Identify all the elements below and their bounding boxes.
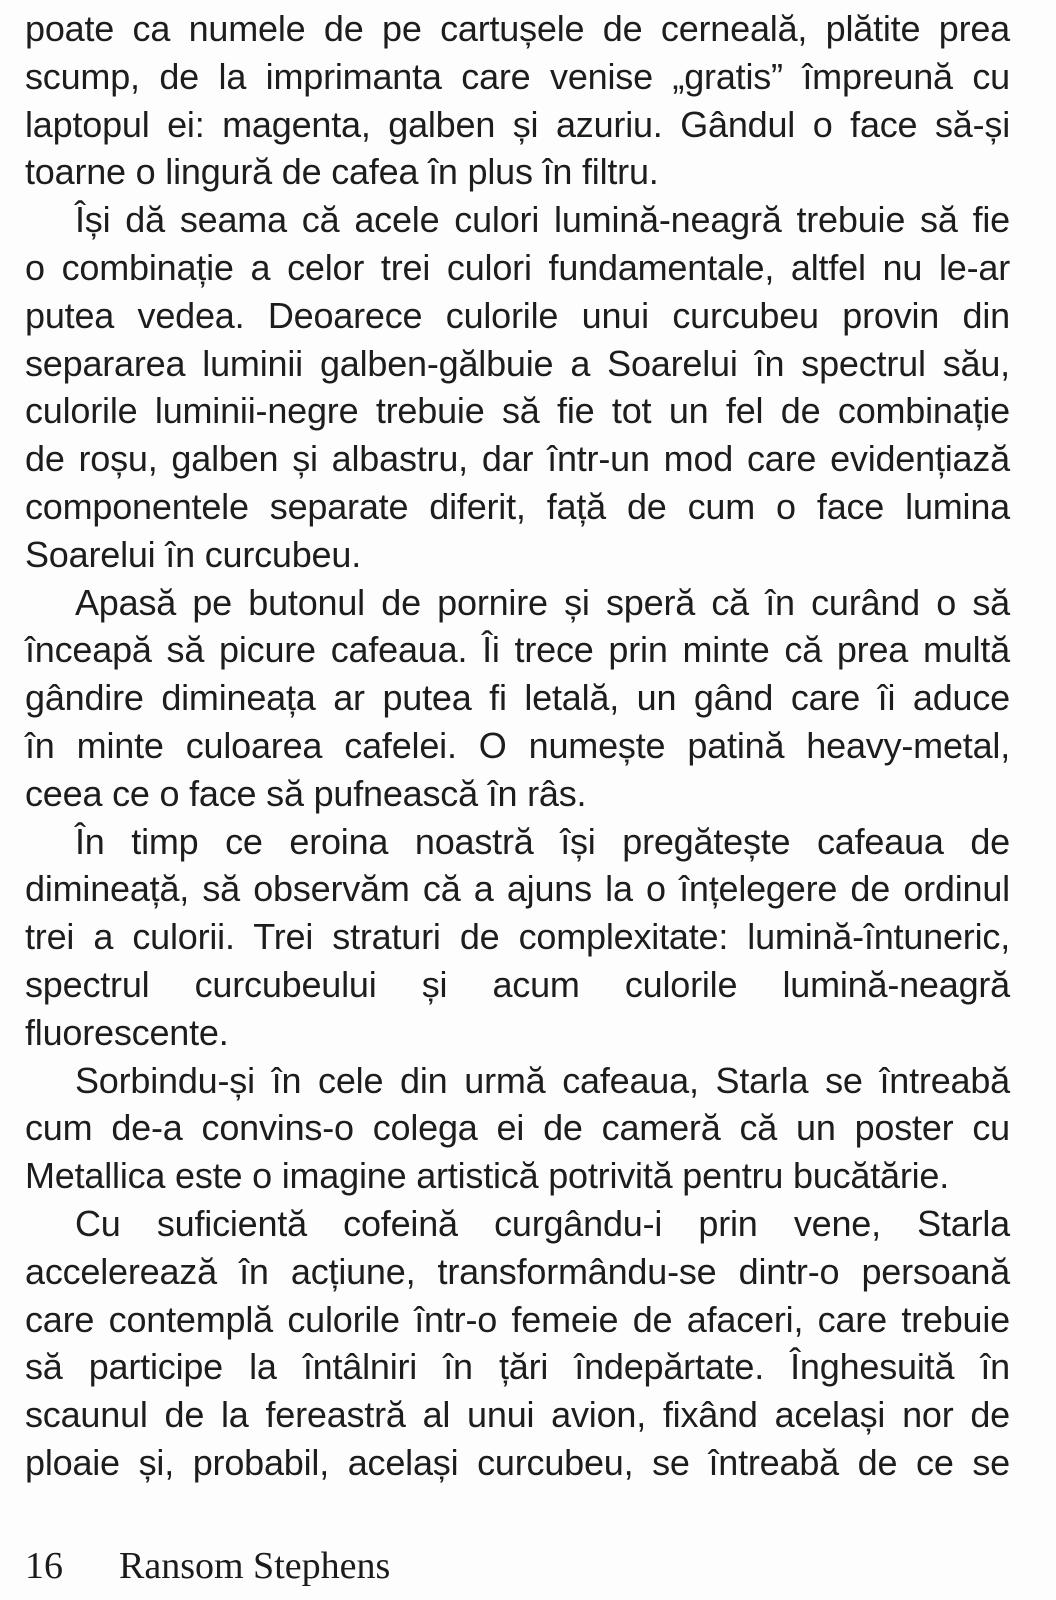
text-line: Cu suficientă cofeină curgându-i prin vene, Starla — [75, 1202, 1010, 1244]
text-line: dimineață, să observăm că a ajuns la o înțelegere de ordinul — [25, 868, 1010, 910]
text-line: putea vedea. Deoarece culorile unui curcubeu provin din — [25, 294, 1010, 336]
text-line: Apasă pe butonul de pornire și speră că în curând o să — [75, 581, 1010, 623]
text-line: culorile luminii-negre trebuie să fie tot un fel de combinație — [25, 390, 1010, 432]
page-number: 16 — [25, 1545, 63, 1587]
paragraph — [25, 1057, 1010, 1200]
text-line: ploaie și, probabil, același curcubeu, se întreabă de ce se — [25, 1441, 1010, 1483]
paragraph — [25, 5, 1010, 196]
text-line: accelerează în acțiune, transformându-se dintr-o persoană — [25, 1250, 1010, 1292]
text-line: separarea luminii galben-gălbuie a Soarelui în spectrul său, — [25, 342, 1010, 384]
paragraph — [25, 818, 1010, 1057]
text-line: înceapă să picure cafeaua. Îi trece prin minte că prea multă — [25, 629, 1010, 671]
text-line: poate ca numele de pe cartușele de cerneală, plătite prea — [25, 8, 1010, 49]
text-line: Își dă seama că acele culori lumină-neagră trebuie să fie — [75, 199, 1010, 241]
text-line: laptopul ei: magenta, galben și azuriu. Gândul o face să-și — [25, 103, 1010, 145]
text-line: ceea ce o face să pufnească în râs. — [25, 772, 587, 814]
text-line: În timp ce eroina noastră își pregătește cafeaua de — [75, 820, 1010, 862]
text-line: Sorbindu-și în cele din urmă cafeaua, Starla se întreabă — [75, 1059, 1010, 1101]
text-line: scaunul de la fereastră al unui avion, fixând același nor de — [25, 1394, 1010, 1436]
page-footer — [25, 1544, 390, 1588]
text-line: să participe la întâlniri în țări îndepărtate. Înghesuită în — [25, 1346, 1010, 1388]
text-line: o combinație a celor trei culori fundamentale, altfel nu le-ar — [25, 246, 1010, 288]
text-line: scump, de la imprimanta care venise „gratis” împreună cu — [25, 55, 1010, 97]
text-line: Metallica este o imagine artistică potrivită pentru bucătărie. — [25, 1155, 950, 1197]
running-footer-author: Ransom Stephens — [119, 1545, 391, 1587]
text-line: în minte culoarea cafelei. O numește patină heavy-metal, — [25, 724, 1010, 766]
paragraph — [25, 196, 1010, 578]
text-line: trei a culorii. Trei straturi de complexitate: lumină-întuneric, — [25, 916, 1010, 958]
text-line: cum de-a convins-o colega ei de cameră că un poster cu — [25, 1107, 1010, 1149]
paragraph — [25, 579, 1010, 818]
text-line: componentele separate diferit, față de cum o face lumina — [25, 485, 1010, 527]
text-line: Soarelui în curcubeu. — [25, 533, 362, 575]
paragraph — [25, 1200, 1010, 1487]
text-line: de roșu, galben și albastru, dar într-un mod care evidențiază — [25, 438, 1010, 480]
page-body — [25, 5, 1010, 1487]
text-line: spectrul curcubeului și acum culorile lumină-neagră — [25, 963, 1010, 1005]
text-line: toarne o lingură de cafea în plus în filtru. — [25, 151, 659, 193]
text-line: fluorescente. — [25, 1011, 229, 1053]
text-line: care contemplă culorile într-o femeie de afaceri, care trebuie — [25, 1298, 1010, 1340]
text-line: gândire dimineața ar putea fi letală, un gând care îi aduce — [25, 677, 1010, 719]
